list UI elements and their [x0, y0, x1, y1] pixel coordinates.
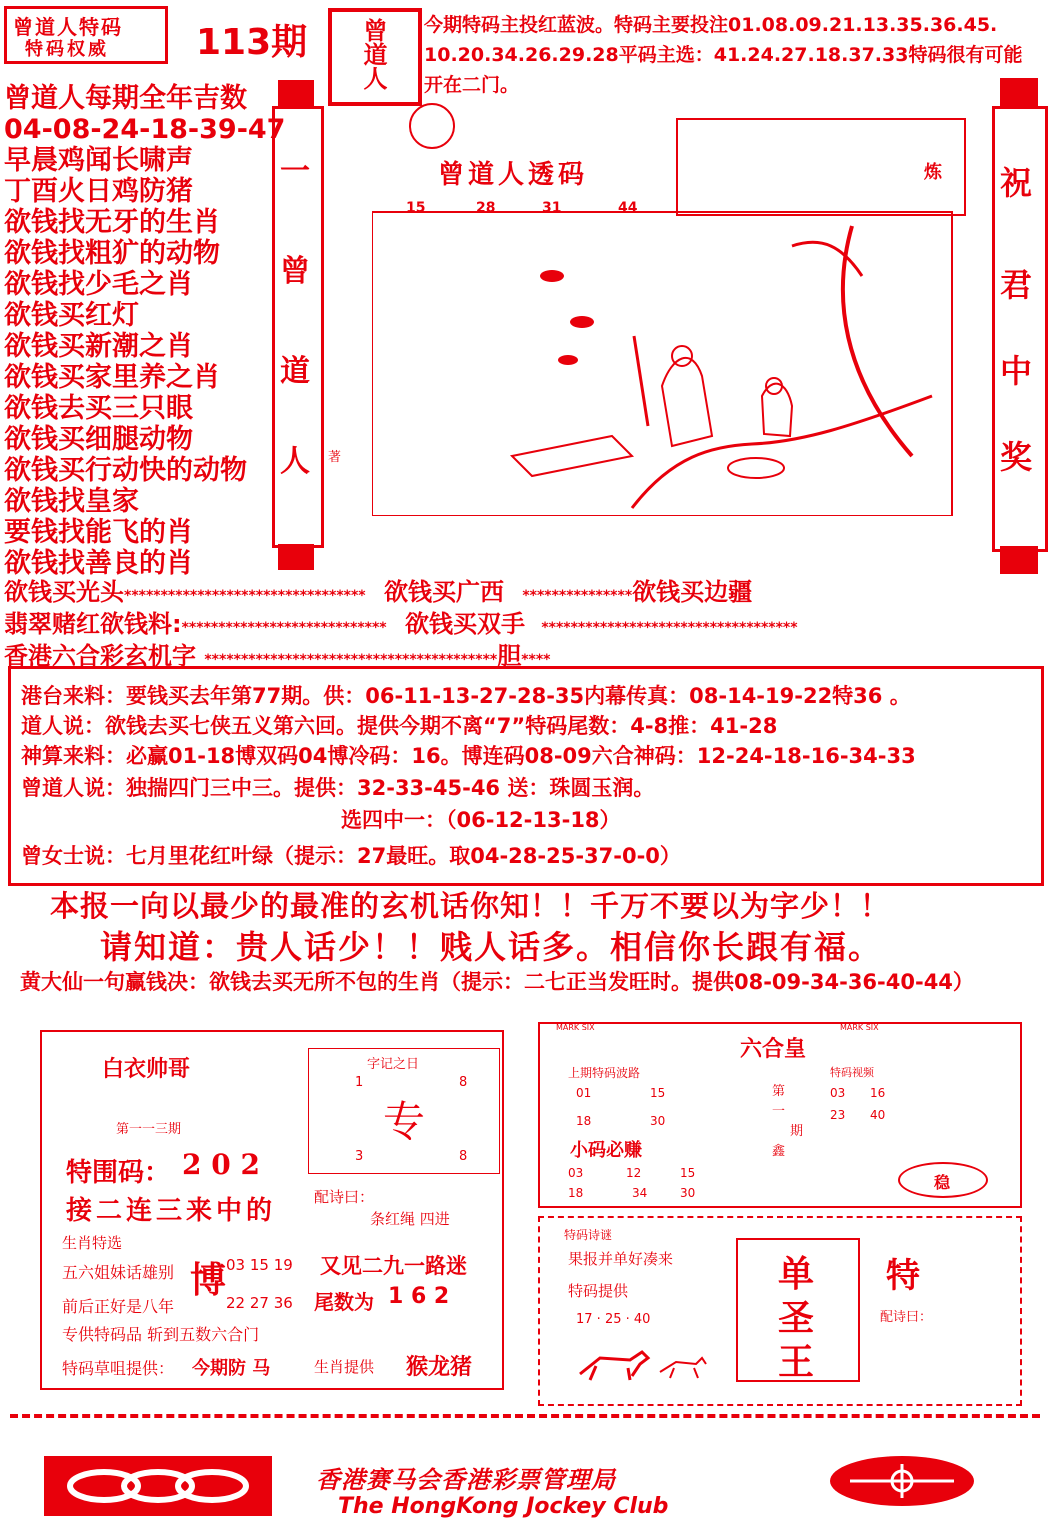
wide-line-1-c: 欲钱买边疆: [632, 578, 753, 606]
info-line-3: 神算来料：必赢01-18博双码04博冷码：16。博连码08-09六合神码：12-24-18-16-34-33: [21, 744, 916, 768]
br-lower-line-2: 特码提供: [568, 1282, 629, 1300]
left-line-1: 早晨鸡闻长啸声: [4, 145, 193, 176]
bl-nums-1: 03 15 19: [226, 1256, 293, 1274]
footer-left-logo: [44, 1456, 272, 1516]
br-right-num-2: 16: [870, 1086, 886, 1100]
right-scroll-bottom-rod: [1000, 546, 1038, 574]
picture-number-3: 31: [542, 200, 562, 216]
wide-line-2-stars-2: ***********************************: [541, 620, 798, 636]
br-small-num-1: 03: [568, 1166, 584, 1180]
wide-line-2-a: 翡翠赌红欲钱料:: [4, 610, 182, 638]
br-big-title-2: 圣: [778, 1298, 815, 1339]
br-small-num-4: 18: [568, 1186, 584, 1200]
wide-line-1: [4, 572, 752, 607]
bl-zodiac-label: 生肖提供: [314, 1358, 375, 1376]
picture-illustration: [372, 96, 972, 516]
br-right-num-4: 40: [870, 1108, 886, 1122]
bl-again-line: 又见二九一路迷: [320, 1254, 467, 1278]
left-line-5: 欲钱找少毛之肖: [4, 269, 193, 300]
left-scroll-char-3: 道: [280, 354, 310, 389]
bl-title: 白衣帅哥: [102, 1056, 191, 1082]
bl-special-label: 特围码：: [66, 1158, 171, 1188]
br-mark-text-1: MARK SIX: [556, 1023, 595, 1032]
footer-club-cn: 香港赛马会香港彩票管理局: [316, 1465, 616, 1494]
bl-zodiac-value: 猴龙猪: [406, 1355, 473, 1380]
br-right-head: 特码视频: [830, 1066, 874, 1079]
info-line-5: 选四中一：（06-12-13-18）: [341, 808, 621, 832]
br-right-big: 特: [886, 1256, 920, 1296]
footer-divider: [10, 1414, 1040, 1418]
horse-icon: [570, 1344, 710, 1384]
bl-poem-label: 配诗曰：: [314, 1188, 375, 1206]
bl-final-label: 特码草咀提供：: [62, 1359, 175, 1378]
br-small-num-5: 34: [632, 1186, 648, 1200]
bl-issue: 第一一三期: [116, 1122, 182, 1137]
br-mid-4: 鑫: [772, 1144, 786, 1159]
br-mid-3: 期: [790, 1124, 804, 1139]
br-lower-head: 特码诗谜: [564, 1228, 613, 1242]
left-line-14: 欲钱找善良的肖: [4, 548, 193, 579]
br-badge-text: 稳: [934, 1173, 951, 1192]
left-line-2: 丁酉火日鸡防猪: [4, 176, 193, 207]
br-right-num-1: 03: [830, 1086, 846, 1100]
right-scroll-top-rod: [1000, 78, 1038, 106]
br-big-title-box: [736, 1238, 860, 1382]
right-scroll-char-1: 祝: [1000, 164, 1033, 202]
bl-nums-2: 22 27 36: [226, 1294, 293, 1312]
br-mid-1: 第: [772, 1084, 786, 1099]
wide-line-1-a: 欲钱买光头: [4, 578, 124, 606]
bl-char-title: 字记之日: [367, 1057, 420, 1072]
left-scroll-author: 著: [328, 450, 342, 465]
br-left-num-4: 30: [650, 1114, 666, 1128]
br-badge: [898, 1162, 988, 1198]
br-small-num-3: 15: [680, 1166, 696, 1180]
wide-line-3-a: 香港六合彩玄机字: [4, 642, 196, 670]
picture-title: 曾道人透码: [438, 160, 589, 190]
poem-header: 炼: [924, 162, 942, 183]
left-line-10: 欲钱买细腿动物: [4, 424, 193, 455]
left-line-11: 欲钱买行动快的动物: [4, 455, 247, 486]
jockey-club-emblem-icon: [830, 1456, 974, 1506]
br-mid-2: 一: [772, 1104, 786, 1119]
bl-item-2: 五六姐妹话雄别: [62, 1263, 175, 1282]
issue-number: 113期: [196, 22, 308, 63]
bl-char-corner-4: 8: [459, 1149, 468, 1164]
wide-line-2-b: 欲钱买双手: [404, 610, 525, 638]
left-line-4: 欲钱找粗犷的动物: [4, 238, 220, 269]
bl-final-value: 今期防 马: [192, 1358, 271, 1379]
left-line-13: 要钱找能飞的肖: [4, 517, 193, 548]
right-scroll-char-2: 君: [1000, 266, 1033, 304]
intro-line-1: 今期特码主投红蓝波。特码主要投注01.08.09.21.13.35.36.45.: [424, 14, 998, 36]
left-scroll-char-1: 一: [280, 154, 310, 189]
slogan-2: 请知道：贵人话少！！贱人话多。相信你长跟有福。: [100, 928, 883, 966]
info-line-1: 港台来料：要钱买去年第77期。供：06-11-13-27-28-35内幕传真：08-14-19-22特36 。: [21, 684, 911, 708]
bottom-right-panel: [538, 1022, 1022, 1208]
logo-line-2: 特码权威: [25, 39, 109, 60]
bl-char-corner-1: 1: [355, 1075, 364, 1090]
left-lucky-numbers: 04-08-24-18-39-47: [4, 114, 286, 145]
intro-line-2: 10.20.34.26.29.28平码主选：41.24.27.18.37.33特码很有可能: [424, 44, 1023, 66]
info-box: [8, 666, 1044, 886]
br-lower-line-1: 果报并单好凑来: [568, 1250, 674, 1268]
br-small-num-6: 30: [680, 1186, 696, 1200]
picture-number-1: 15: [406, 200, 426, 216]
right-scroll-char-4: 奖: [1000, 438, 1033, 476]
footer-club-en: The HongKong Jockey Club: [338, 1494, 669, 1519]
bl-big-char: 博: [190, 1260, 227, 1301]
bl-char-box: [308, 1048, 500, 1174]
bottom-left-panel: [40, 1030, 504, 1390]
bl-tail-label: 尾数为: [314, 1290, 374, 1314]
bl-char-corner-2: 8: [459, 1075, 468, 1090]
left-scroll-char-4: 人: [280, 444, 310, 479]
bl-item-1: 生肖特选: [62, 1234, 123, 1252]
picture-number-2: 28: [476, 200, 496, 216]
br-lower-nums: 17 · 25 · 40: [576, 1312, 651, 1327]
left-line-6: 欲钱买红灯: [4, 300, 139, 331]
footer-right-logo: [830, 1456, 974, 1506]
intro-line-3: 开在二门。: [424, 74, 520, 96]
br-left-num-3: 18: [576, 1114, 592, 1128]
br-mark-text-2: MARK SIX: [840, 1023, 879, 1032]
br-right-num-3: 23: [830, 1108, 846, 1122]
left-scroll-bottom-rod: [278, 544, 314, 570]
bl-line-1: 接二连三来中的: [66, 1196, 277, 1226]
wide-line-3-stars-2: ****: [521, 652, 551, 668]
left-line-12: 欲钱找皇家: [4, 486, 139, 517]
right-scroll-char-3: 中: [1000, 352, 1033, 390]
info-line-6: 曾女士说：七月里花红叶绿（提示：27最旺。取04-28-25-37-0-0）: [21, 844, 681, 868]
picture-frame: [372, 96, 972, 516]
intro-text: [424, 10, 1054, 100]
bottom-right-lower-panel: [538, 1216, 1022, 1406]
left-scroll-char-2: 曾: [280, 254, 310, 289]
br-left-head: 上期特码波路: [568, 1066, 641, 1080]
slogan-1: 本报一向以最少的最准的玄机话你知！！千万不要以为字少！！: [50, 889, 891, 923]
wide-line-1-b: 欲钱买广西: [383, 578, 504, 606]
left-line-8: 欲钱买家里养之肖: [4, 362, 220, 393]
br-right-label: 配诗曰：: [880, 1310, 933, 1325]
logo-line-1: 曾道人特码: [13, 15, 123, 39]
wide-line-1-stars-2: ***************: [522, 588, 633, 604]
left-line-7: 欲钱买新潮之肖: [4, 331, 193, 362]
header-logo: [4, 6, 168, 64]
wide-line-3-b: 胆: [497, 642, 522, 670]
br-left-num-2: 15: [650, 1086, 666, 1100]
wide-line-2-stars-1: ****************************: [181, 620, 387, 636]
bl-poem: 条红绳 四进: [370, 1210, 450, 1228]
bl-char-big: 专: [383, 1097, 426, 1146]
info-line-2: 道人说：欲钱去买七侠五义第六回。提供今期不离“7”特码尾数：4-8推：41-28: [21, 714, 778, 738]
bl-item-4: 专供特码品 斩到五数六合门: [62, 1325, 260, 1344]
bl-char-corner-3: 3: [355, 1149, 364, 1164]
seal-stamp: [328, 8, 422, 106]
knot-icon: [44, 1456, 272, 1516]
wide-line-3-stars-1: ****************************************: [204, 652, 498, 668]
left-title: 曾道人每期全年吉数: [4, 83, 247, 114]
bl-special-value: 2 0 2: [182, 1148, 260, 1181]
picture-number-4: 44: [618, 200, 638, 216]
wide-line-2: [4, 604, 798, 639]
br-top-title: 六合皇: [740, 1036, 807, 1062]
br-left-num-1: 01: [576, 1086, 592, 1100]
left-line-3: 欲钱找无牙的生肖: [4, 207, 220, 238]
seal-text: 曾道人: [359, 18, 387, 90]
wide-line-1-stars-1: *********************************: [124, 588, 366, 604]
br-small-title: 小码必赚: [570, 1140, 642, 1161]
left-scroll-top-rod: [278, 80, 314, 106]
br-big-title-3: 王: [778, 1342, 815, 1383]
br-small-num-2: 12: [626, 1166, 642, 1180]
bl-item-3: 前后正好是八年: [62, 1297, 175, 1316]
bl-tail-value: 1 6 2: [388, 1284, 450, 1309]
left-scroll: [270, 80, 322, 570]
right-scroll: [990, 78, 1048, 574]
huang-daxian-line: 黄大仙一句赢钱决：欲钱去买无所不包的生肖（提示：二七正当发旺时。提供08-09-34-36-40-44）: [20, 970, 974, 994]
left-line-9: 欲钱去买三只眼: [4, 393, 193, 424]
info-line-4: 曾道人说：独揣四门三中三。提供：32-33-45-46 送：珠圆玉润。: [21, 776, 655, 800]
br-big-title-1: 单: [778, 1254, 815, 1295]
